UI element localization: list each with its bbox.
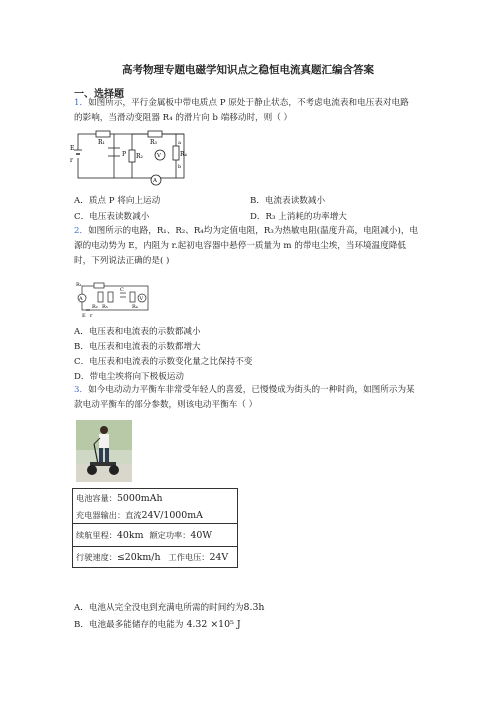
spec-table bbox=[72, 488, 238, 568]
q2-label-E: E bbox=[82, 313, 86, 319]
q1-text-1: 如图所示，平行金属板中带电质点 P 原处于静止状态，不考虑电流表和电压表对电路 bbox=[88, 98, 409, 108]
q1-label-A: A bbox=[153, 178, 157, 184]
q1-line2: 的影响，当滑动变阻器 R₄ 的滑片向 b 端移动时，则（ ） bbox=[74, 113, 293, 123]
q2-text-1: 如图所示的电路，R₁、R₂、R₄均为定值电阻，R₃为热敏电阻(温度升高，电阻减小)，电 bbox=[88, 226, 419, 236]
spec-battery: 电池容量：5000mAh bbox=[76, 493, 163, 504]
q1-label-P: P bbox=[122, 151, 127, 158]
q1-label-R1: R₁ bbox=[98, 139, 105, 146]
q3-option-a: A．电池从完全没电到充满电所需的时间约为8.3h bbox=[74, 602, 265, 613]
q1-line1 bbox=[74, 98, 409, 109]
q2-label-R1: R₁ bbox=[76, 282, 82, 288]
q1-option-b: B．电流表读数减小 bbox=[250, 196, 326, 206]
q2-label-C: C bbox=[120, 287, 124, 293]
q1-label-a: a bbox=[178, 140, 181, 146]
q3-number: 3． bbox=[74, 385, 89, 395]
q2-label-R4: R₄ bbox=[132, 304, 138, 310]
q2-circuit-diagram bbox=[76, 280, 156, 318]
q1-option-c: C．电压表读数减小 bbox=[74, 212, 150, 222]
q3-text-1: 如今电动动力平衡车非常受年轻人的喜爱，已慢慢成为街头的一种时尚，如图所示为某 bbox=[88, 385, 415, 395]
segway-photo bbox=[76, 420, 132, 482]
spec-charger: 充电器输出：直流24V/1000mA bbox=[76, 510, 203, 521]
q2-option-a: A．电压表和电流表的示数都减小 bbox=[74, 327, 201, 337]
q1-label-R3: R₃ bbox=[150, 139, 157, 146]
q1-option-d: D．R₃ 上消耗的功率增大 bbox=[250, 212, 347, 222]
section-heading: 一、选择题 bbox=[74, 89, 124, 100]
q1-option-a: A．质点 P 将向上运动 bbox=[74, 196, 161, 206]
q3-option-b: B．电池最多能储存的电能为 4.32 ×10⁵ J bbox=[74, 619, 241, 630]
spec-speed-voltage: 行驶速度：≤20km/h 工作电压：24V bbox=[76, 552, 229, 563]
q2-label-R2: R₂ bbox=[92, 304, 98, 310]
q1-label-V: V bbox=[157, 153, 161, 159]
spec-row-2 bbox=[73, 523, 237, 546]
q1-label-E: E bbox=[70, 145, 75, 152]
q2-number: 2． bbox=[74, 226, 89, 236]
spec-range-power: 续航里程：40km 额定功率：40W bbox=[76, 530, 212, 541]
page-title: 高考物理专题电磁学知识点之稳恒电流真题汇编含答案 bbox=[122, 64, 374, 76]
q1-label-R2: R₂ bbox=[136, 153, 143, 160]
q2-label-A: A bbox=[79, 296, 83, 302]
q3-line1 bbox=[74, 385, 415, 396]
spec-row-1 bbox=[73, 489, 237, 523]
q1-label-r: r bbox=[70, 157, 73, 164]
q2-option-c: C．电压表和电流表的示数变化量之比保持不变 bbox=[74, 357, 253, 367]
q1-label-R4: R₄ bbox=[180, 151, 187, 158]
q3-line2: 款电动平衡车的部分参数，则该电动平衡车（ ） bbox=[74, 400, 258, 410]
q1-circuit-diagram bbox=[70, 128, 196, 190]
q2-line2: 源的电动势为 E，内阻为 r.起初电容器中悬停一质量为 m 的带电尘埃，当环境温度降低 bbox=[74, 241, 407, 251]
q2-label-r: r bbox=[90, 313, 93, 319]
q2-line1 bbox=[74, 226, 418, 237]
q2-line3: 时，下列说法正确的是( ) bbox=[74, 256, 170, 266]
q2-label-V: V bbox=[139, 296, 144, 302]
q1-label-b: b bbox=[178, 164, 182, 170]
q1-number: 1． bbox=[74, 98, 89, 108]
spec-row-3 bbox=[73, 546, 237, 568]
q2-option-d: D．带电尘埃将向下极板运动 bbox=[74, 372, 185, 382]
q2-option-b: B．电压表和电流表的示数都增大 bbox=[74, 342, 201, 352]
q2-label-R3: R₃ bbox=[102, 304, 108, 310]
